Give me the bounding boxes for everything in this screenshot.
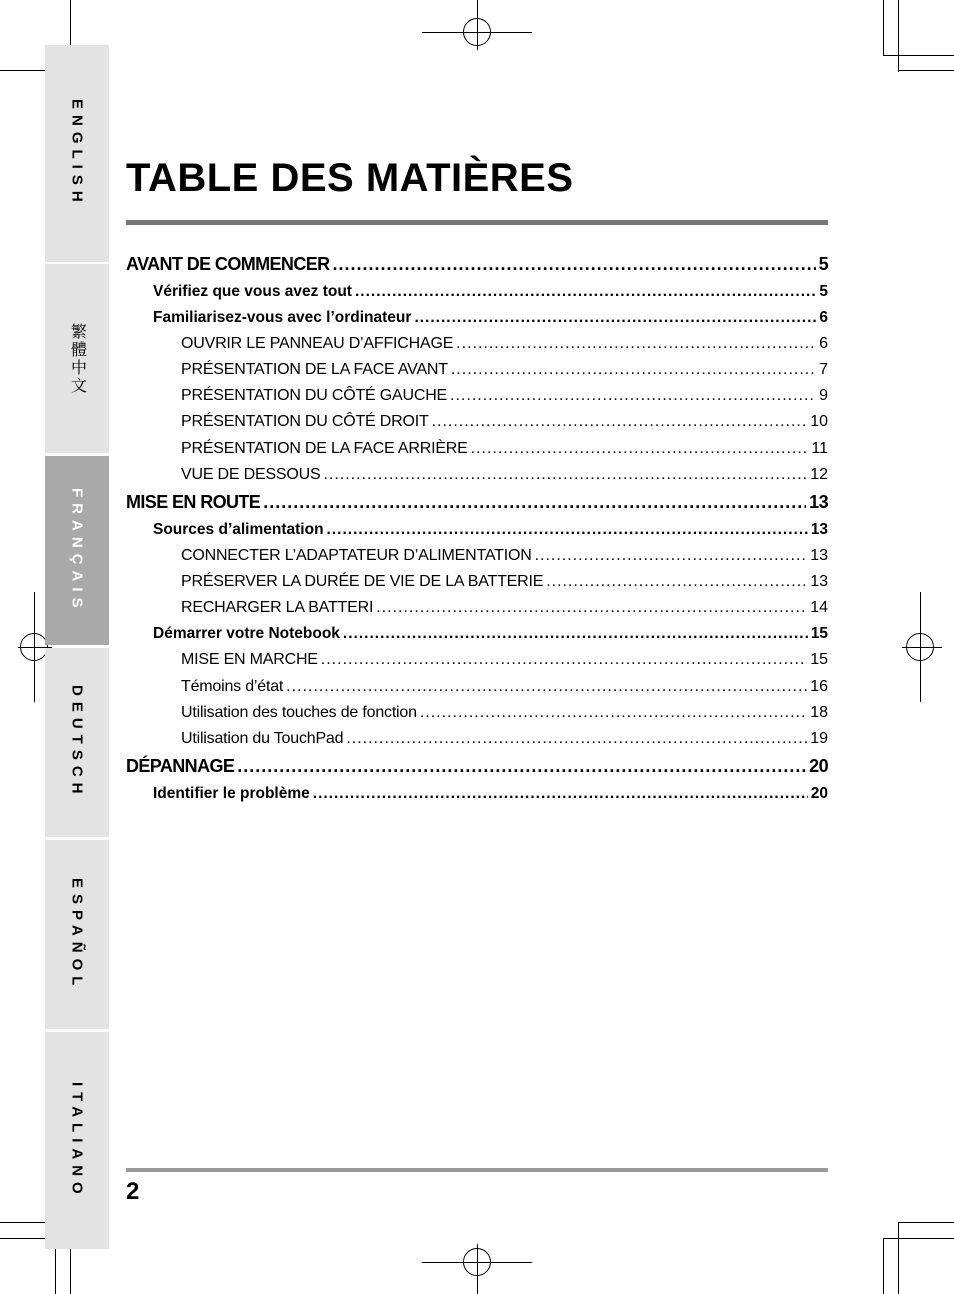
tab-francais-label: FRANÇAIS	[68, 487, 86, 614]
toc-entry[interactable]	[126, 254, 828, 275]
toc-entry[interactable]	[126, 785, 828, 803]
toc-entry[interactable]	[126, 599, 828, 617]
toc-entry-title: RECHARGER LA BATTERI	[181, 599, 374, 616]
tab-chinese-label: 繁體中文	[68, 322, 86, 395]
toc-entry[interactable]	[126, 309, 828, 327]
tab-italiano[interactable]	[45, 1032, 109, 1249]
toc-leader-dots	[414, 309, 816, 327]
toc-leader-dots	[321, 651, 807, 669]
toc-leader-dots	[343, 625, 808, 643]
toc-entry-page: 18	[810, 704, 828, 721]
toc-entry-page: 15	[810, 651, 828, 668]
toc-entry-page: 10	[810, 413, 828, 430]
toc-entry[interactable]	[126, 335, 828, 353]
toc-entry[interactable]	[126, 651, 828, 669]
toc-entry-title: AVANT DE COMMENCER	[126, 254, 330, 274]
page-number: 2	[126, 1178, 140, 1205]
toc-entry-page: 13	[810, 521, 828, 538]
toc-leader-dots	[420, 704, 807, 722]
toc-leader-dots	[346, 730, 807, 748]
toc-leader-dots	[450, 387, 816, 405]
toc-entry-title: Utilisation du TouchPad	[181, 730, 344, 747]
toc-entry-title: Démarrer votre Notebook	[153, 625, 340, 642]
toc-leader-dots	[327, 521, 808, 539]
tab-francais[interactable]	[45, 456, 109, 645]
toc-entry[interactable]	[126, 283, 828, 301]
language-tabs	[45, 45, 109, 1249]
toc-leader-dots	[263, 492, 806, 513]
toc-entry[interactable]	[126, 361, 828, 379]
toc-entry-page: 6	[819, 309, 828, 326]
toc-leader-dots	[456, 335, 816, 353]
toc-entry-title: OUVRIR LE PANNEAU D’AFFICHAGE	[181, 335, 454, 352]
tab-english-label: ENGLISH	[68, 99, 86, 208]
toc-leader-dots	[451, 361, 816, 379]
toc-entry[interactable]	[126, 466, 828, 484]
toc-leader-dots	[546, 573, 807, 591]
tab-deutsch-label: DEUTSCH	[68, 685, 86, 800]
toc-entry-page: 13	[810, 547, 828, 564]
toc-leader-dots	[333, 254, 816, 275]
tab-chinese[interactable]	[45, 264, 109, 453]
toc-entry-page: 12	[810, 466, 828, 483]
toc-entry-title: DÉPANNAGE	[126, 756, 235, 776]
footer-divider	[126, 1168, 828, 1172]
toc-entry[interactable]	[126, 730, 828, 748]
toc-entry-page: 9	[819, 387, 828, 404]
toc-entry[interactable]	[126, 756, 828, 777]
toc-entry-page: 20	[809, 756, 828, 776]
toc-entry[interactable]	[126, 521, 828, 539]
toc-entry-title: Identifier le problème	[153, 785, 310, 802]
toc-entry-title: Utilisation des touches de fonction	[181, 704, 417, 721]
toc-entry-title: VUE DE DESSOUS	[181, 466, 321, 483]
toc-entry[interactable]	[126, 547, 828, 565]
toc-entry-page: 19	[810, 730, 828, 747]
toc-leader-dots	[471, 440, 809, 458]
toc-entry-title: Témoins d’état	[181, 678, 284, 695]
toc-entry-page: 13	[809, 492, 828, 512]
toc-entry-page: 6	[819, 335, 828, 352]
toc-entry-title: PRÉSENTATION DE LA FACE ARRIÈRE	[181, 440, 468, 457]
toc-entry-page: 5	[819, 283, 828, 300]
toc-entry-title: CONNECTER L’ADAPTATEUR D’ALIMENTATION	[181, 547, 532, 564]
toc-entry-title: Sources d’alimentation	[153, 521, 324, 538]
toc-entry[interactable]	[126, 413, 828, 431]
toc-entry-title: PRÉSENTATION DU CÔTÉ GAUCHE	[181, 387, 448, 404]
toc-entry-page: 5	[818, 254, 828, 274]
tab-english[interactable]	[45, 45, 109, 262]
tab-deutsch[interactable]	[45, 648, 109, 837]
toc-entry-title: PRÉSENTATION DU CÔTÉ DROIT	[181, 413, 429, 430]
toc-entry-title: MISE EN MARCHE	[181, 651, 318, 668]
toc-leader-dots	[237, 756, 806, 777]
toc-entry[interactable]	[126, 573, 828, 591]
toc-leader-dots	[432, 413, 808, 431]
toc-leader-dots	[535, 547, 808, 565]
toc-entry-page: 16	[810, 678, 828, 695]
toc-leader-dots	[323, 466, 807, 484]
toc-leader-dots	[376, 599, 807, 617]
toc-entry-page: 15	[810, 625, 828, 642]
toc-entry-title: PRÉSERVER LA DURÉE DE VIE DE LA BATTERIE	[181, 573, 544, 590]
toc-entry-page: 11	[811, 440, 828, 457]
toc-entry[interactable]	[126, 704, 828, 722]
toc-leader-dots	[313, 785, 808, 803]
toc-entry-page: 20	[810, 785, 828, 802]
tab-espanol-label: ESPAÑOL	[68, 877, 86, 992]
toc-entry-title: Familiarisez-vous avec l’ordinateur	[153, 309, 412, 326]
toc-entry-page: 7	[819, 361, 828, 378]
toc-entry[interactable]	[126, 678, 828, 696]
toc-entry[interactable]	[126, 387, 828, 405]
toc-leader-dots	[355, 283, 816, 301]
page-title: TABLE DES MATIÈRES	[126, 156, 574, 200]
toc-leader-dots	[286, 678, 807, 696]
toc-entry-page: 14	[810, 599, 828, 616]
toc-entry-title: Vérifiez que vous avez tout	[153, 283, 352, 300]
toc-entry[interactable]	[126, 625, 828, 643]
title-divider	[126, 220, 828, 225]
toc-entry[interactable]	[126, 440, 828, 458]
toc-entry-title: MISE EN ROUTE	[126, 492, 261, 512]
tab-italiano-label: ITALIANO	[68, 1081, 86, 1200]
toc-entry-page: 13	[810, 573, 828, 590]
toc-entry[interactable]	[126, 492, 828, 513]
tab-espanol[interactable]	[45, 840, 109, 1029]
toc-entry-title: PRÉSENTATION DE LA FACE AVANT	[181, 361, 448, 378]
